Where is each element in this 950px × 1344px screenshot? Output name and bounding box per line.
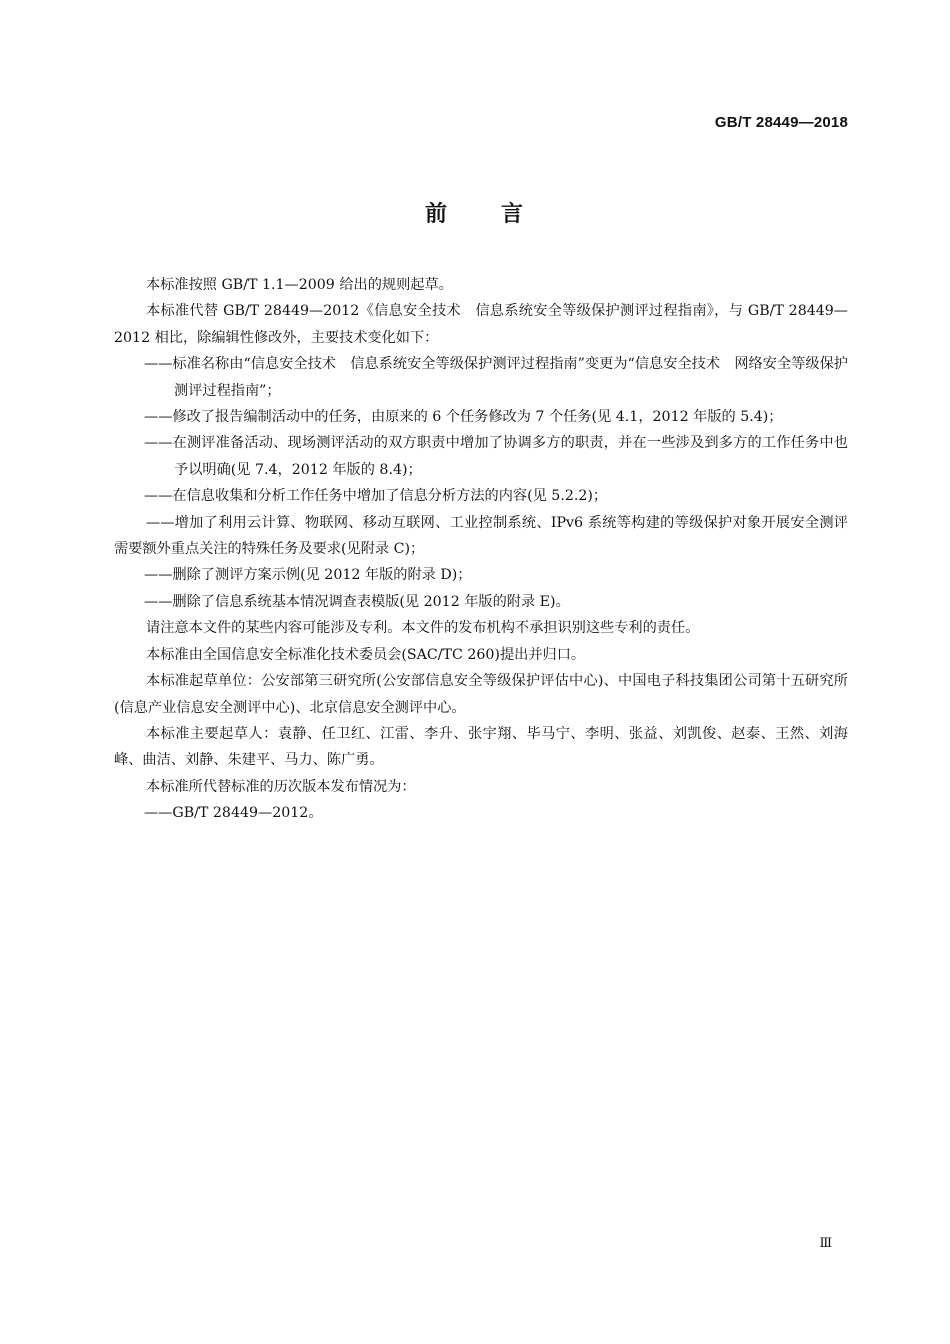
- page-title: [0, 197, 950, 228]
- paragraph-patent-notice: 请注意本文件的某些内容可能涉及专利。本文件的发布机构不承担识别这些专利的责任。: [146, 620, 700, 637]
- change-item-special-tasks: ——增加了利用云计算、物联网、移动互联网、工业控制系统、IPv6 系统等构建的等级保护对象开展安全测评需要额外重点关注的特殊任务及要求(见附录 C)；: [114, 514, 848, 558]
- change-item-info-analysis: ——在信息收集和分析工作任务中增加了信息分析方法的内容(见 5.2.2)；: [144, 488, 608, 505]
- paragraph-drafters: 本标准主要起草人：袁静、任卫红、江雷、李升、张宇翔、毕马宁、李明、张益、刘凯俊、赵泰、王然、刘海峰、曲洁、刘静、朱建平、马力、陈广勇。: [114, 725, 848, 769]
- version-item: ——GB/T 28449—2012。: [144, 805, 323, 822]
- title-char-2: 言: [501, 202, 526, 227]
- title-char-1: 前: [424, 202, 449, 227]
- change-item-title: ——标准名称由“信息安全技术 信息系统安全等级保护测评过程指南”变更为“信息安全技术 网络安全等级保护测评过程指南”；: [144, 356, 848, 399]
- page-number: Ⅲ: [819, 1236, 832, 1251]
- change-item-report-tasks: ——修改了报告编制活动中的任务，由原来的 6 个任务修改为 7 个任务(见 4.1，2012 年版的 5.4)；: [144, 409, 783, 426]
- change-item-remove-example: ——删除了测评方案示例(见 2012 年版的附录 D)；: [144, 567, 472, 584]
- paragraph-proposer: 本标准由全国信息安全标准化技术委员会(SAC/TC 260)提出并归口。: [146, 646, 586, 663]
- paragraph-drafting-rules: 本标准按照 GB/T 1.1—2009 给出的规则起草。: [146, 277, 453, 293]
- paragraph-version-history: 本标准所代替标准的历次版本发布情况为：: [146, 778, 416, 795]
- foreword-body: [114, 272, 848, 827]
- standard-code-header: GB/T 28449—2018: [714, 114, 848, 131]
- change-item-remove-template: ——删除了信息系统基本情况调查表模版(见 2012 年版的附录 E)。: [144, 593, 570, 610]
- paragraph-replacement: 本标准代替 GB/T 28449—2012《信息安全技术 信息系统安全等级保护测评过程指南》，与 GB/T 28449—2012 相比，除编辑性修改外，主要技术变化如下：: [114, 303, 848, 346]
- change-item-responsibilities: ——在测评准备活动、现场测评活动的双方职责中增加了协调多方的职责，并在一些涉及到多方的工作任务中也予以明确(见 7.4，2012 年版的 8.4)；: [144, 435, 848, 478]
- paragraph-drafting-units: 本标准起草单位：公安部第三研究所(公安部信息安全等级保护评估中心)、中国电子科技集团公司第十五研究所(信息产业信息安全测评中心)、北京信息安全测评中心。: [114, 673, 848, 716]
